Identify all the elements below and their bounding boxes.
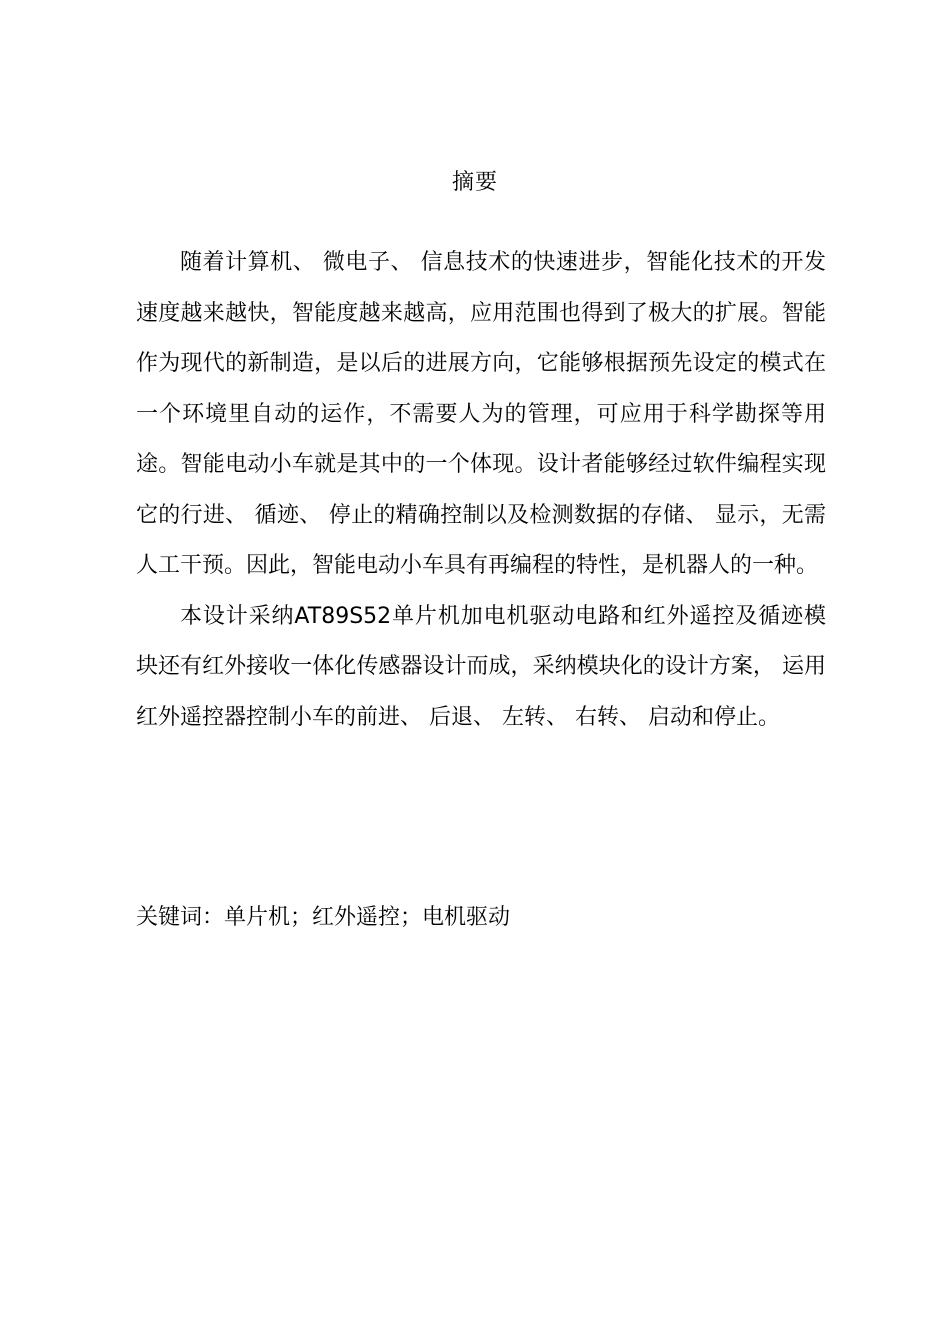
abstract-paragraph-1: 随着计算机、 微电子、 信息技术的快速进步，智能化技术的开发速度越来越快，智能度越来越高，应用范围也得到了极大的扩展。智能作为现代的新制造，是以后的进展方向，它能够根据预先设定的模式在一个环境里自动的运作，不需要人为的管理，可应用于科学勘探等用途。智能电动小车就是其中的一个体现。设计者能够经过软件编程实现它的行进、 循迹、 停止的精确控制以及检测数据的存储、 显示，无需人工干预。因此，智能电动小车具有再编程的特性，是机器人的一种。	[136, 250, 826, 578]
abstract-title: 摘要	[451, 170, 498, 195]
abstract-body	[136, 238, 826, 743]
keywords-line: 关键词：单片机；红外遥控；电机驱动	[136, 905, 511, 930]
abstract-paragraph-2: 本设计采纳AT89S52单片机加电机驱动电路和红外遥控及循迹模块还有红外接收一体化传感器设计而成，采纳模块化的设计方案， 运用红外遥控器控制小车的前进、 后退、 左转、 右转、 启动和停止。	[136, 603, 826, 730]
